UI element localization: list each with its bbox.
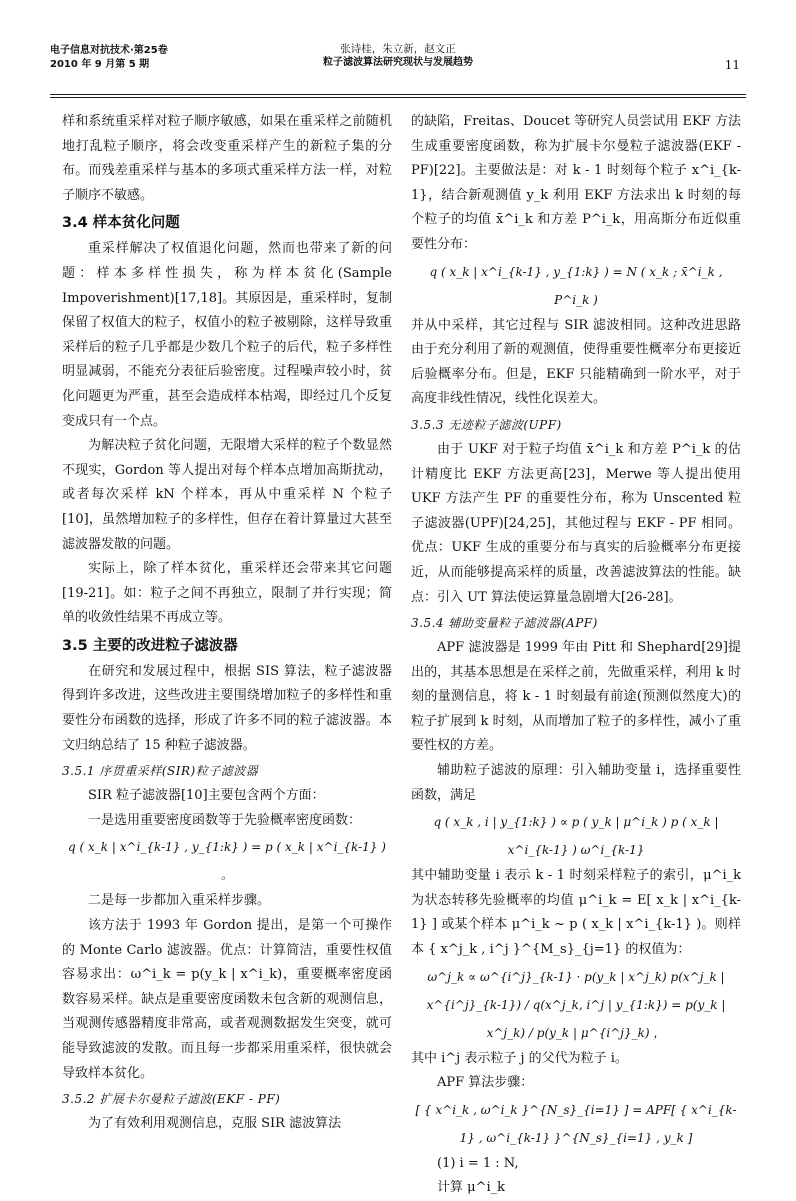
paragraph: (1) i = 1 : N, [437, 1155, 519, 1171]
journal-name: 电子信息对抗技术·第25卷 [50, 45, 168, 56]
paragraph: 在研究和发展过程中，根据 SIS 算法，粒子滤波器得到许多改进，这些改进主要围绕增加粒子的多样性和重要性分布函数的选择，形成了许多不同的粒子滤波器。本文归纳总结了 15 种粒子滤波器。 [62, 663, 392, 753]
paragraph: 二是每一步都加入重采样步骤。 [88, 893, 271, 909]
paragraph: APF 算法步骤： [437, 1075, 534, 1091]
article-authors: 张诗桂，朱立新，赵文正 [340, 43, 456, 55]
article-running-title: 粒子滤波算法研究现状与发展趋势 [323, 57, 473, 68]
paragraph: 的缺陷，Freitas、Doucet 等研究人员尝试用 EKF 方法生成重要密度函数，称为扩展卡尔曼粒子滤波器(EKF - PF)[22]。主要做法是：对 k - 1 时刻每个粒子 x^i_{k-1}，结合新观测值 y_k 利用 EKF 方法求出 k 时刻的每个粒子的均值 x̄^i_k 和方差 P^i_k，用高斯分布近似重要性分布： [411, 114, 741, 252]
equation: q ( x_k | x^i_{k-1} , y_{1:k} ) = N ( x_k ; x̄^i_k , P^i_k ) [429, 264, 723, 307]
right-column [411, 110, 741, 1201]
paragraph: 计算 μ^i_k [437, 1180, 506, 1196]
section-heading: 3.4 样本贫化问题 [62, 215, 180, 232]
subsection-heading: 3.5.1 序贯重采样(SIR)粒子滤波器 [62, 764, 259, 779]
paragraph: 由于 UKF 对于粒子均值 x̄^i_k 和方差 P^i_k 的估计精度比 EKF 方法更高[23]，Merwe 等人提出使用 UKF 方法产生 PF 的重要性分布，称为 Unscented 粒子滤波器(UPF)[24,25]，其他过程与 EKF - PF 相同。优点：UKF 生成的重要分布与真实的后验概率分布更接近，从而能够提高采样的质量，改善滤波算法的性能。缺点：引入 UT 算法使运算量急剧增大[26-28]。 [411, 441, 741, 605]
paragraph: 其中 i^j 表示粒子 j 的父代为粒子 i。 [411, 1050, 628, 1066]
journal-issue: 2010 年 9 月第 5 期 [50, 59, 150, 70]
paragraph: 一是选用重要密度函数等于先验概率密度函数： [88, 812, 362, 828]
paragraph: APF 滤波器是 1999 年由 Pitt 和 Shephard[29]提出的，其基本思想是在采样之前，先做重采样，利用 k 时刻的量测信息，将 k - 1 时刻最有前途(预测似然度大)的粒子扩展到 k 时刻，从而增加了粒子的多样性，减小了重要性权的方差。 [411, 640, 741, 754]
section-heading: 3.5 主要的改进粒子滤波器 [62, 637, 238, 654]
header-rule-top [50, 94, 746, 95]
equation: ω^j_k ∝ ω^{i^j}_{k-1} · p(y_k | x^j_k) p(x^j_k | x^{i^j}_{k-1}) / q(x^j_k, i^j | y_{1:k}) = p(y_k | x^j_k) / p(y_k | μ^{i^j}_k) ， [426, 969, 726, 1040]
left-column [62, 110, 392, 1137]
page-header [50, 38, 746, 92]
equation: [ { x^i_k , ω^i_k }^{N_s}_{i=1} ] = APF[ { x^i_{k-1} , ω^i_{k-1} }^{N_s}_{i=1} , y_k ] [415, 1102, 737, 1145]
paragraph: 为解决粒子贫化问题，无限增大采样的粒子个数显然不现实，Gordon 等人提出对每个样本点增加高斯扰动，或者每次采样 kN 个样本，再从中重采样 N 个粒子[10]，虽然增加粒子的多样性，但存在着计算量过大甚至滤波器发散的问题。 [62, 438, 392, 552]
equation: q ( x_k | x^i_{k-1} , y_{1:k} ) = p ( x_k | x^i_{k-1} ) 。 [68, 840, 386, 883]
paragraph: 重采样解决了权值退化问题，然而也带来了新的问题：样本多样性损失，称为样本贫化(Sample Impoverishment)[17,18]。其原因是，重采样时，复制保留了权值大的粒子，权值小的粒子被剔除，这样导致重采样后的粒子几乎都是少数几个粒子的后代，粒子多样性明显减弱，不能充分表征后验密度。过程噪声较小时，贫化问题更为严重，甚至会造成样本枯竭，即经过几个反复变成只有一个点。 [62, 241, 392, 429]
paragraph: 为了有效利用观测信息，克服 SIR 滤波算法 [88, 1116, 342, 1132]
page-number: 11 [724, 58, 740, 72]
header-rule-bottom [50, 97, 746, 98]
equation: q ( x_k , i | y_{1:k} ) ∝ p ( y_k | μ^i_k ) p ( x_k | x^i_{k-1} ) ω^i_{k-1} [433, 815, 719, 858]
paragraph: 并从中采样，其它过程与 SIR 滤波相同。这种改进思路由于充分利用了新的观测值，使得重要性概率分布更接近后验概率分布。但是，EKF 只能精确到一阶水平，对于高度非线性情况，线性化误差大。 [411, 317, 741, 407]
paragraph: SIR 粒子滤波器[10]主要包含两个方面： [88, 788, 325, 804]
paragraph: 实际上，除了样本贫化，重采样还会带来其它问题[19-21]。如：粒子之间不再独立，限制了并行实现；简单的收敛性结果不再成立等。 [62, 561, 392, 626]
subsection-heading: 3.5.2 扩展卡尔曼粒子滤波(EKF - PF) [62, 1092, 281, 1107]
paragraph: 辅助粒子滤波的原理：引入辅助变量 i，选择重要性函数，满足 [411, 763, 741, 803]
paragraph: 该方法于 1993 年 Gordon 提出，是第一个可操作的 Monte Carlo 滤波器。优点：计算简洁，重要性权值容易求出：ω^i_k = p(y_k | x^i_k)，重要概率密度函数容易采样。缺点是重要密度函数未包含新的观测信息，当观测传感器精度非常高，或者观测数据发生突变，就可能导致滤波的发散。而且每一步都采用重采样，很快就会导致样本贫化。 [62, 918, 392, 1081]
paragraph: 样和系统重采样对粒子顺序敏感，如果在重采样之前随机地打乱粒子顺序，将会改变重采样产生的新粒子集的分布。而残差重采样与基本的多项式重采样方法一样，对粒子顺序不敏感。 [62, 114, 392, 203]
article-info [50, 42, 746, 70]
subsection-heading: 3.5.3 无迹粒子滤波(UPF) [411, 417, 562, 432]
subsection-heading: 3.5.4 辅助变量粒子滤波器(APF) [411, 616, 598, 631]
paragraph: 其中辅助变量 i 表示 k - 1 时刻采样粒子的索引，μ^i_k 为状态转移先验概率的均值 μ^i_k = E[ x_k | x^i_{k-1} ] 或某个样本 μ^i_k ~ p ( x_k | x^i_{k-1} )。则样本 { x^j_k , i^j }^{M_s}_{j=1} 的权值为： [411, 868, 741, 958]
